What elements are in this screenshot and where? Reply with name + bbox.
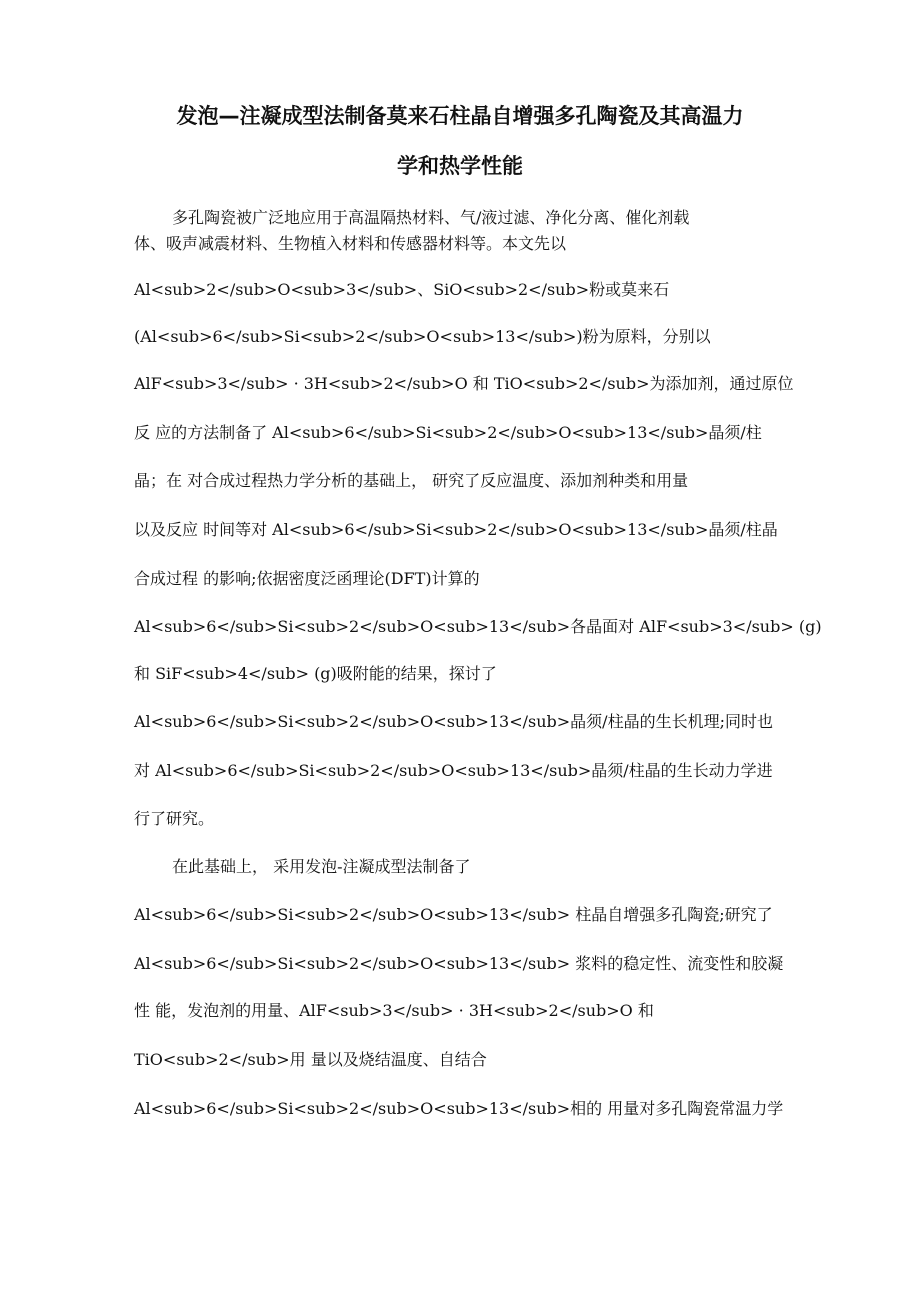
paragraph-1-line-1: 多孔陶瓷被广泛地应用于高温隔热材料、气/液过滤、净化分离、催化剂载: [172, 208, 690, 227]
paragraph-1-line-14: 行了研究。: [134, 809, 215, 828]
paragraph-1-line-3: Al<sub>2</sub>O<sub>3</sub>、SiO<sub>2</sub>粉或莫来石: [134, 280, 670, 299]
paragraph-2-line-4: 性 能，发泡剂的用量、AlF<sub>3</sub> · 3H<sub>2</sub>O 和: [134, 1001, 654, 1020]
paragraph-1-line-9: 合成过程 的影响;依据密度泛函理论(DFT)计算的: [134, 569, 480, 588]
paragraph-2-line-1: 在此基础上， 采用发泡-注凝成型法制备了: [172, 857, 471, 876]
paragraph-1-line-7: 晶；在 对合成过程热力学分析的基础上， 研究了反应温度、添加剂种类和用量: [134, 471, 689, 490]
document-title-line-1: 发泡—注凝成型法制备莫来石柱晶自增强多孔陶瓷及其高温力: [176, 104, 744, 128]
paragraph-2-line-6: Al<sub>6</sub>Si<sub>2</sub>O<sub>13</sub>相的 用量对多孔陶瓷常温力学: [134, 1099, 784, 1118]
paragraph-1-line-4: (Al<sub>6</sub>Si<sub>2</sub>O<sub>13</sub>)粉为原料，分别以: [134, 327, 711, 346]
paragraph-1-line-13: 对 Al<sub>6</sub>Si<sub>2</sub>O<sub>13</sub>晶须/柱晶的生长动力学进: [134, 761, 773, 780]
document-title-line-2: 学和热学性能: [397, 154, 523, 178]
paragraph-1-line-2: 体、吸声减震材料、生物植入材料和传感器材料等。本文先以: [134, 234, 567, 253]
paragraph-1-line-6: 反 应的方法制备了 Al<sub>6</sub>Si<sub>2</sub>O<sub>13</sub>晶须/柱: [134, 423, 762, 442]
paragraph-1-line-5: AlF<sub>3</sub> · 3H<sub>2</sub>O 和 TiO<sub>2</sub>为添加剂，通过原位: [134, 374, 794, 393]
paragraph-1-line-8: 以及反应 时间等对 Al<sub>6</sub>Si<sub>2</sub>O<sub>13</sub>晶须/柱晶: [134, 520, 778, 539]
paragraph-2-line-5: TiO<sub>2</sub>用 量以及烧结温度、自结合: [134, 1050, 487, 1069]
paragraph-2-line-3: Al<sub>6</sub>Si<sub>2</sub>O<sub>13</sub> 浆料的稳定性、流变性和胶凝: [134, 954, 784, 973]
paragraph-2-line-2: Al<sub>6</sub>Si<sub>2</sub>O<sub>13</sub> 柱晶自增强多孔陶瓷;研究了: [134, 905, 773, 924]
paragraph-1-line-11: 和 SiF<sub>4</sub> (g)吸附能的结果，探讨了: [134, 664, 497, 683]
paragraph-1-line-12: Al<sub>6</sub>Si<sub>2</sub>O<sub>13</sub>晶须/柱晶的生长机理;同时也: [134, 712, 773, 731]
paragraph-1-line-10: Al<sub>6</sub>Si<sub>2</sub>O<sub>13</sub>各晶面对 AlF<sub>3</sub> (g): [134, 617, 822, 636]
